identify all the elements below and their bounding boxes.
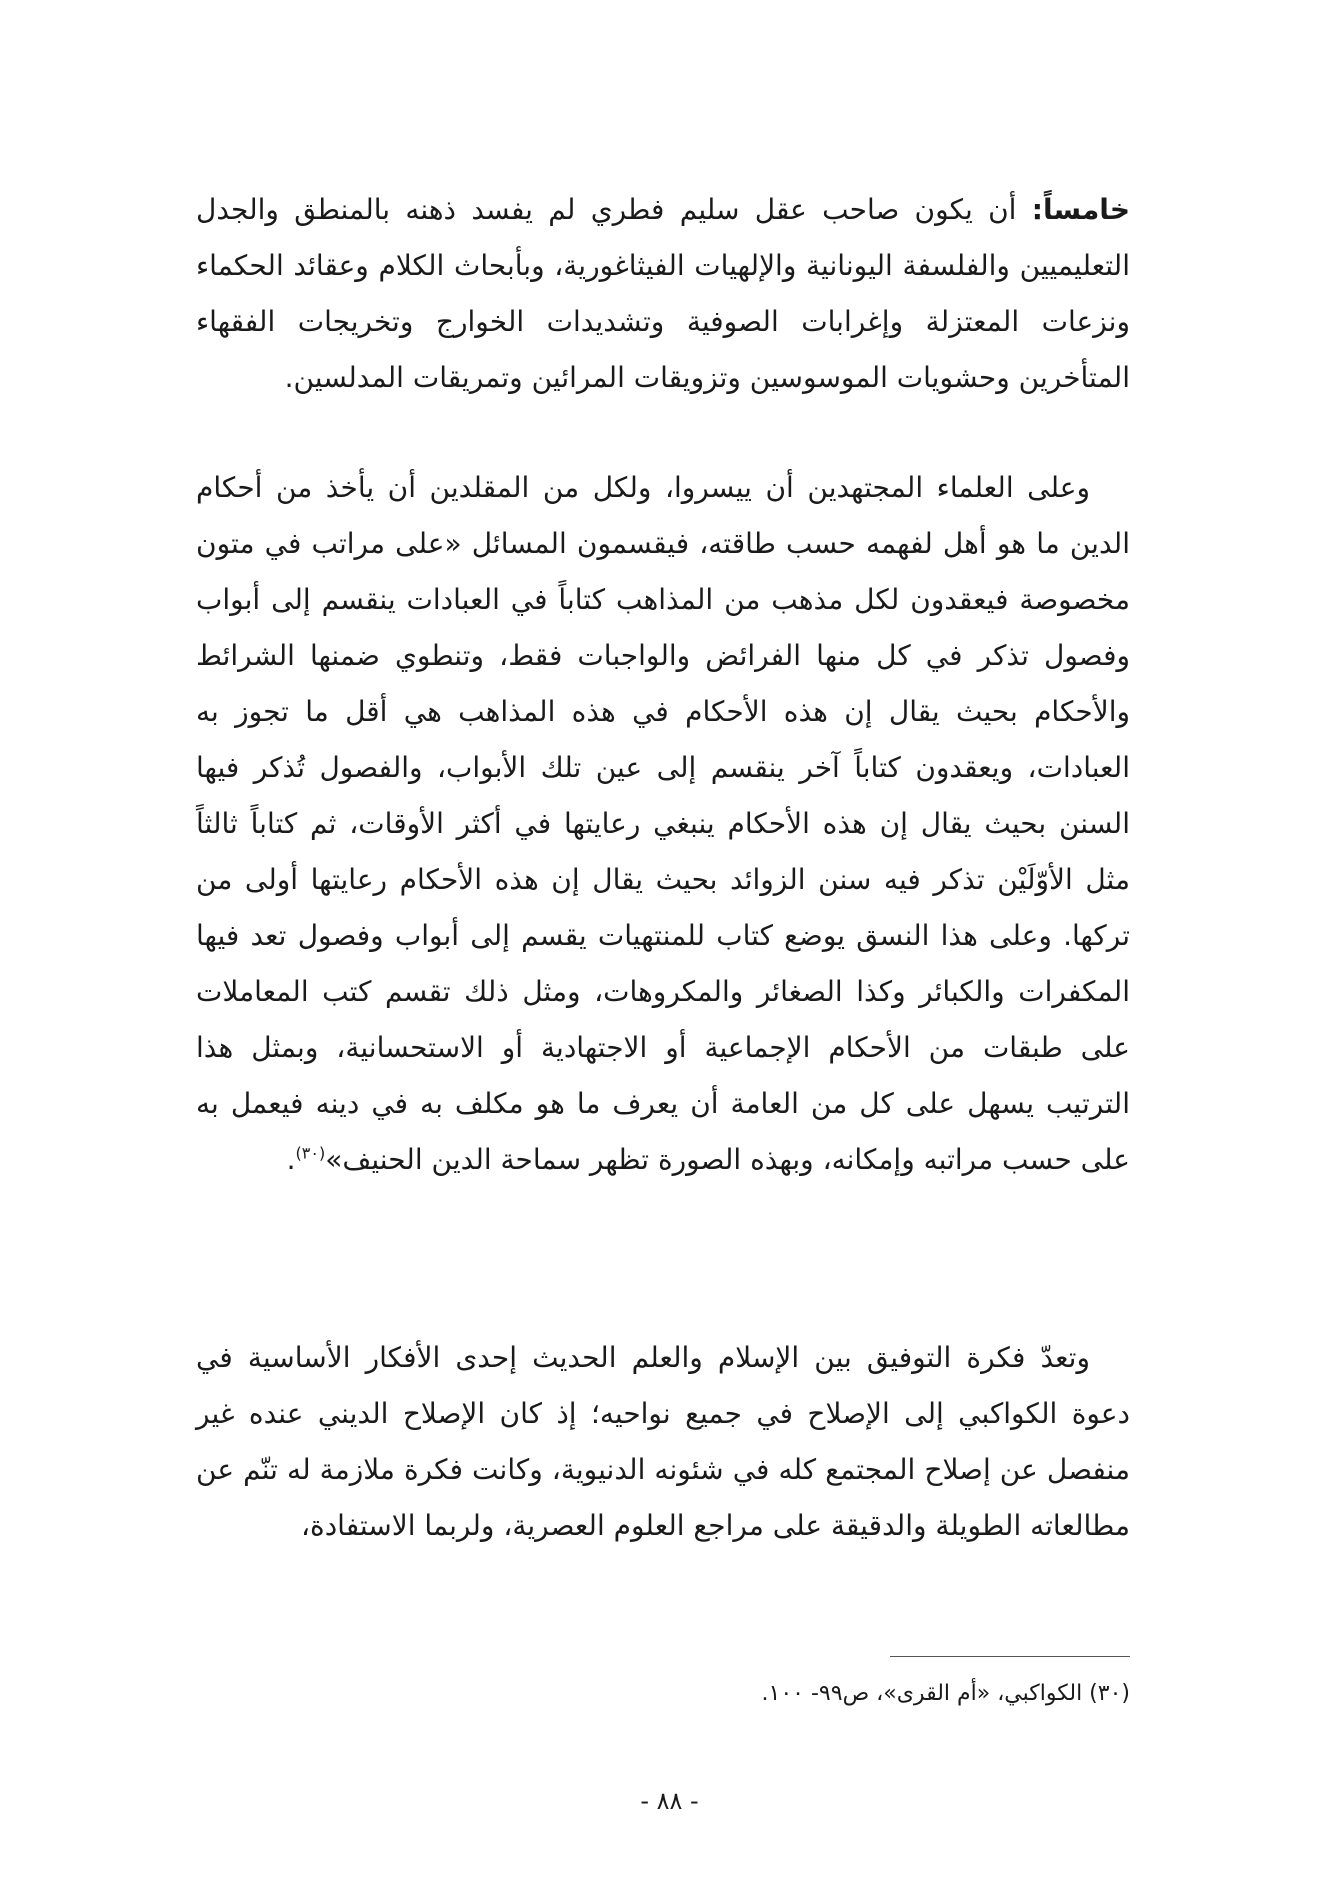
- page-number: - ٨٨ -: [640, 1787, 699, 1815]
- footnote: (٣٠) الكواكبي، «أم القرى»، ص٩٩- ١٠٠.: [761, 1681, 1130, 1706]
- footnote-reference[interactable]: (٣٠): [295, 1143, 326, 1163]
- footnote-divider: [890, 1656, 1130, 1657]
- paragraph-3: [196, 1330, 1130, 1554]
- paragraph-text: وتعدّ فكرة التوفيق بين الإسلام والعلم الحديث إحدى الأفكار الأساسية في دعوة الكواكبي إلى الإصلاح في جميع نواحيه؛ إذ كان الإصلاح الديني عنده غير منفصل عن إصلاح المجتمع كله في شئونه الدنيوية، وكانت فكرة ملازمة له تنّم عن مطالعاته الطويلة والدقيقة على مراجع العلوم العصرية، ولربما الاستفادة،: [196, 1341, 1130, 1542]
- paragraph-1: [196, 182, 1130, 406]
- paragraph-end-punctuation: .: [286, 1143, 296, 1176]
- paragraph-heading: خامساً:: [1031, 193, 1130, 226]
- paragraph-text: وعلى العلماء المجتهدين أن ييسروا، ولكل من المقلدين أن يأخذ من أحكام الدين ما هو أهل لفهمه حسب طاقته، فيقسمون المسائل «على مراتب في متون مخصوصة فيعقدون لكل مذهب من المذاهب كتاباً في العبادات ينقسم إلى أبواب وفصول تذكر في كل منها الفرائض والواجبات فقط، وتنطوي ضمنها الشرائط والأحكام بحيث يقال إن هذه الأحكام في هذه المذاهب هي أقل ما تجوز به العبادات، ويعقدون كتاباً آخر ينقسم إلى عين تلك الأبواب، والفصول تُذكر فيها السنن بحيث يقال إن هذه الأحكام ينبغي رعايتها في أكثر الأوقات، ثم كتاباً ثالثاً مثل الأوّلَيْن تذكر فيه سنن الزوائد بحيث يقال إن هذه الأحكام رعايتها أولى من تركها. وعلى هذا النسق يوضع كتاب للمنتهيات يقسم إلى أبواب وفصول تعد فيها المكفرات والكبائر وكذا الصغائر والمكروهات، ومثل ذلك تقسم كتب المعاملات على طبقات من الأحكام الإجماعية أو الاجتهادية أو الاستحسانية، وبمثل هذا الترتيب يسهل على كل من العامة أن يعرف ما هو مكلف به في دينه فيعمل به على حسب مراتبه وإمكانه، وبهذه الصورة تظهر سماحة الدين الحنيف»: [196, 471, 1130, 1176]
- paragraph-text: أن يكون صاحب عقل سليم فطري لم يفسد ذهنه بالمنطق والجدل التعليميين والفلسفة اليونانية والإلهيات الفيثاغورية، وبأبحاث الكلام وعقائد الحكماء ونزعات المعتزلة وإغرابات الصوفية وتشديدات الخوارج وتخريجات الفقهاء المتأخرين وحشويات الموسوسين وتزويقات المرائين وتمريقات المدلسين.: [196, 193, 1130, 394]
- paragraph-2: [196, 460, 1130, 1188]
